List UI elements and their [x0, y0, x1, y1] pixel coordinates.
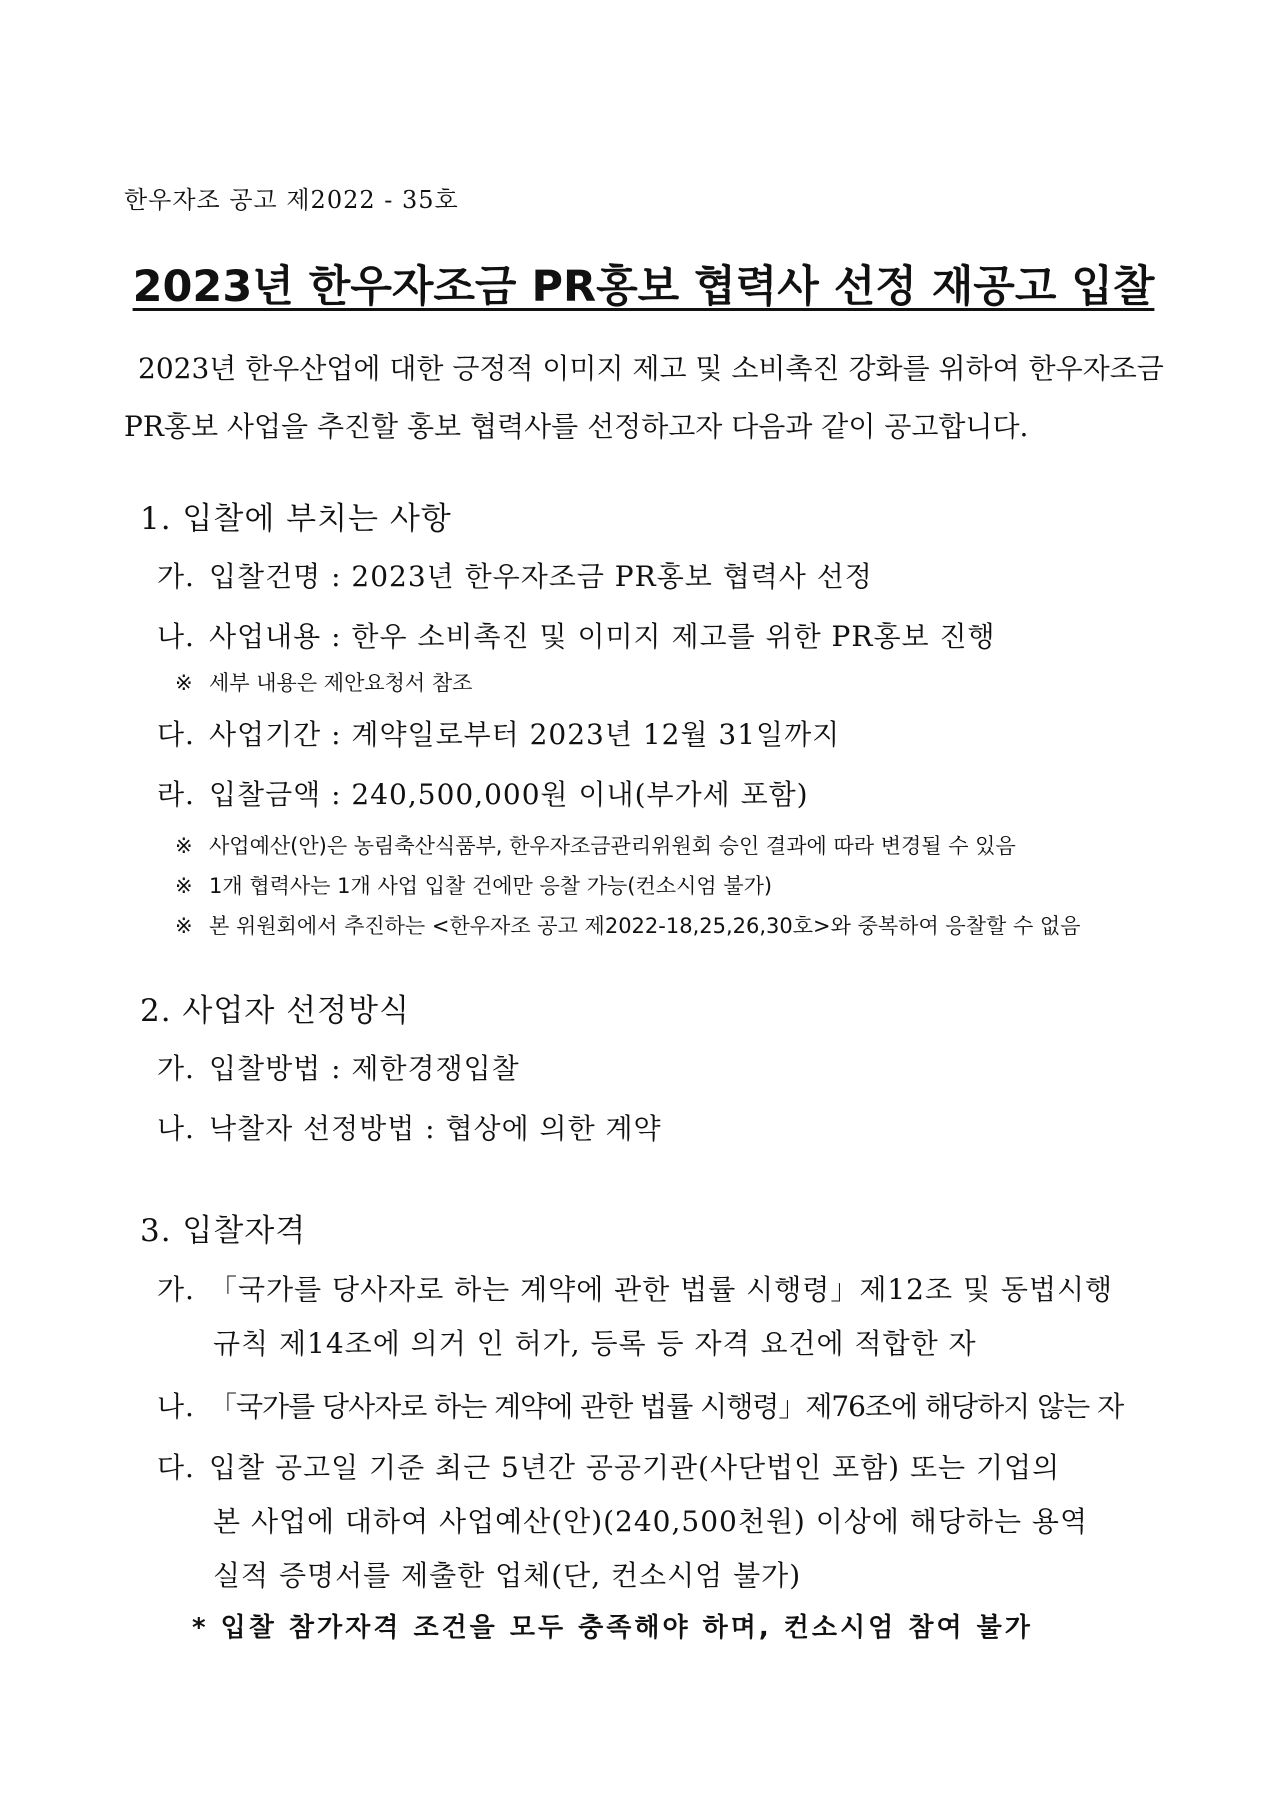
note-mark: ※: [175, 914, 193, 938]
section-3-item-na: [157, 1385, 1123, 1425]
notice-number: 한우자조 공고 제2022 - 35호: [124, 186, 459, 214]
section-3-item-ga-cont: 규칙 제14조에 의거 인 허가, 등록 등 자격 요건에 적합한 자: [213, 1327, 977, 1360]
item-marker: 라.: [157, 778, 195, 811]
item-marker: 나.: [157, 1390, 195, 1423]
item-text: 사업기간 : 계약일로부터 2023년 12월 31일까지: [209, 718, 841, 751]
item-marker: 가.: [157, 1273, 195, 1306]
section-3-item-da: [157, 1446, 1060, 1486]
section-1-note-4: [175, 910, 1081, 940]
item-text: 입찰 공고일 기준 최근 5년간 공공기관(사단법인 포함) 또는 기업의: [209, 1451, 1061, 1484]
item-marker: 가.: [157, 1052, 195, 1085]
section-3-item-da-cont2: 실적 증명서를 제출한 업체(단, 컨소시엄 불가): [213, 1559, 802, 1592]
note-text: 본 위원회에서 추진하는 <한우자조 공고 제2022-18,25,26,30호>와 중복하여 응찰할 수 없음: [209, 914, 1081, 938]
section-1-heading: 1. 입찰에 부치는 사항: [140, 501, 452, 537]
item-marker: 나.: [157, 1112, 195, 1145]
note-mark: ※: [175, 671, 193, 695]
note-text: 1개 협력사는 1개 사업 입찰 건에만 응찰 가능(컨소시엄 불가): [209, 874, 773, 898]
section-1-item-na: [157, 615, 996, 655]
section-3-heading: 3. 입찰자격: [140, 1213, 307, 1249]
document-title: [0, 253, 1287, 314]
intro-line-2: PR홍보 사업을 추진할 홍보 협력사를 선정하고자 다음과 같이 공고합니다.: [124, 410, 1029, 443]
note-text: 사업예산(안)은 농림축산식품부, 한우자조금관리위원회 승인 결과에 따라 변경될 수 있음: [209, 834, 1016, 858]
item-marker: 가.: [157, 560, 195, 593]
section-1-note-1: [175, 667, 472, 697]
intro-line-1: 2023년 한우산업에 대한 긍정적 이미지 제고 및 소비촉진 강화를 위하여 한우자조금: [138, 352, 1164, 385]
document-title-text: 2023년 한우자조금 PR홍보 협력사 선정 재공고 입찰: [132, 262, 1155, 312]
section-3-item-da-cont: 본 사업에 대하여 사업예산(안)(240,500천원) 이상에 해당하는 용역: [213, 1505, 1088, 1538]
item-text: 사업내용 : 한우 소비촉진 및 이미지 제고를 위한 PR홍보 진행: [209, 620, 996, 653]
section-2-item-na: [157, 1107, 662, 1147]
item-marker: 다.: [157, 718, 195, 751]
item-text: 「국가를 당사자로 하는 계약에 관한 법률 시행령」제76조에 해당하지 않는 자: [209, 1390, 1124, 1423]
section-1-note-2: [175, 830, 1016, 860]
item-text: 「국가를 당사자로 하는 계약에 관한 법률 시행령」제12조 및 동법시행: [209, 1273, 1114, 1306]
item-text: 낙찰자 선정방법 : 협상에 의한 계약: [209, 1112, 662, 1145]
note-mark: ※: [175, 834, 193, 858]
note-text: 세부 내용은 제안요청서 참조: [209, 671, 473, 695]
section-1-item-ra: [157, 773, 809, 813]
section-2-heading: 2. 사업자 선정방식: [140, 993, 410, 1029]
section-2-item-ga: [157, 1047, 520, 1087]
section-1-note-3: [175, 870, 772, 900]
section-1-item-da: [157, 713, 840, 753]
item-marker: 나.: [157, 620, 195, 653]
item-text: 입찰방법 : 제한경쟁입찰: [209, 1052, 520, 1085]
intro-paragraph: [124, 345, 1169, 451]
section-1-item-ga: [157, 555, 873, 595]
item-marker: 다.: [157, 1451, 195, 1484]
qualification-note: * 입찰 참가자격 조건을 모두 충족해야 하며, 컨소시엄 참여 불가: [192, 1613, 1033, 1643]
note-mark: ※: [175, 874, 193, 898]
item-text: 입찰금액 : 240,500,000원 이내(부가세 포함): [209, 778, 809, 811]
item-text: 입찰건명 : 2023년 한우자조금 PR홍보 협력사 선정: [209, 560, 873, 593]
section-3-item-ga: [157, 1268, 1113, 1308]
